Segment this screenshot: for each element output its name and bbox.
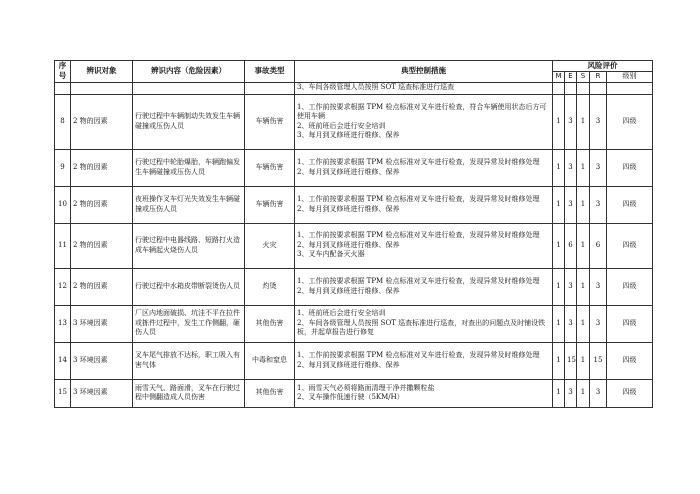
measure-item: 1、工作前按要求根据 TPM 检点标准对叉车进行检查，发现异常及时维修处理	[297, 231, 540, 240]
row-level: 四级	[607, 379, 653, 407]
measure-item: 2、车间各级管理人员按照 SOT 巡查标准进行巡查，对查出的问题点及时铺设铁板，并起草报告进行修复	[297, 318, 546, 337]
row-object: 2 物的因素	[71, 186, 133, 223]
continuation-measure: 3、车间各级管理人员按照 SOT 巡查标准进行巡查	[295, 82, 553, 94]
row-r: 6	[590, 223, 607, 268]
measure-item: 2、班前班后会进行安全培训	[297, 121, 386, 130]
row-m: 1	[553, 186, 565, 223]
row-m: 1	[553, 94, 565, 149]
row-e: 15	[565, 342, 577, 379]
row-measures	[295, 223, 553, 268]
row-accident-type: 中毒和窒息	[245, 342, 295, 379]
row-e: 3	[565, 149, 577, 186]
row-m: 1	[553, 223, 565, 268]
row-accident-type: 其他伤害	[245, 305, 295, 342]
row-e: 3	[565, 186, 577, 223]
row-measures	[295, 186, 553, 223]
measure-item: 2、每月到叉修班进行维修、保养	[297, 167, 400, 176]
measure-item: 1、工作前按要求根据 TPM 检点标准对叉车进行检查，发现异常及时维修处理	[297, 277, 540, 286]
row-measures	[295, 305, 553, 342]
table-row	[55, 94, 653, 149]
header-risk-eval: 风险评价	[553, 61, 653, 72]
row-object: 3 环境因素	[71, 379, 133, 407]
header-no: 序号	[55, 61, 71, 83]
measure-item: 1、工作前按要求根据 TPM 检点标准对叉车进行检查，符合车辆使用状态后方可使用车辆	[297, 102, 547, 121]
row-s: 1	[577, 94, 590, 149]
row-r: 3	[590, 268, 607, 305]
table-row	[55, 223, 653, 268]
row-m: 1	[553, 268, 565, 305]
row-accident-type: 车辆伤害	[245, 149, 295, 186]
row-e: 3	[565, 379, 577, 407]
row-content: 雨雪天气、路面滑，叉车在行驶过程中侧翻造成人员伤害	[133, 379, 245, 407]
table-row	[55, 268, 653, 305]
row-content: 行驶过程中轮胎爆胎，车辆跑偏发生车辆碰撞或压伤人员	[133, 149, 245, 186]
row-object: 2 物的因素	[71, 223, 133, 268]
row-no: 9	[55, 149, 71, 186]
measure-item: 1、工作前按要求根据 TPM 检点标准对叉车进行检查，发现异常及时维修处理	[297, 158, 540, 167]
row-content: 叉车尾气排放不达标，职工吸入有害气体	[133, 342, 245, 379]
header-content: 辨识内容（危险因素）	[133, 61, 245, 83]
continuation-row	[55, 82, 653, 94]
row-content: 行驶过程中水箱皮带断裂烫伤人员	[133, 268, 245, 305]
measure-item: 1、雨雪天气必须将路面清理干净并撒颗粒盐	[297, 383, 435, 392]
row-content: 厂区内地面破损、坑洼不平在拉件或拣件过程中，发生工作侧翻，砸伤人员	[133, 305, 245, 342]
measure-item: 2、每月到叉修班进行维修、保养	[297, 360, 400, 369]
row-measures	[295, 94, 553, 149]
table-row	[55, 149, 653, 186]
row-content: 行驶过程中电器线路、短路打火造成车辆起火烧伤人员	[133, 223, 245, 268]
measure-item: 3、每月到叉修班进行维修、保养	[297, 131, 400, 139]
table-row	[55, 305, 653, 342]
table-row	[55, 186, 653, 223]
row-s: 1	[577, 149, 590, 186]
table-row	[55, 342, 653, 379]
row-level: 四级	[607, 149, 653, 186]
row-accident-type: 灼烫	[245, 268, 295, 305]
row-no: 12	[55, 268, 71, 305]
row-object: 2 物的因素	[71, 94, 133, 149]
row-r: 3	[590, 379, 607, 407]
row-no: 13	[55, 305, 71, 342]
row-no: 15	[55, 379, 71, 407]
row-e: 3	[565, 94, 577, 149]
measure-item: 1、班前班后会进行安全培训	[297, 309, 386, 318]
row-level: 四级	[607, 342, 653, 379]
measure-item: 2、每月到叉修班进行维修、保养	[297, 204, 400, 213]
measure-item: 2、每月到叉修班进行维修、保养	[297, 286, 400, 295]
row-accident-type: 其他伤害	[245, 379, 295, 407]
measure-item: 2、叉车操作低速行驶（5KM/H）	[297, 393, 404, 402]
row-s: 1	[577, 342, 590, 379]
row-e: 3	[565, 268, 577, 305]
row-object: 3 环境因素	[71, 305, 133, 342]
row-object: 3 环境因素	[71, 342, 133, 379]
measure-item: 1、工作前按要求根据 TPM 检点标准对叉车进行检查，发现异常及时维修处理	[297, 351, 540, 360]
row-level: 四级	[607, 268, 653, 305]
row-r: 3	[590, 305, 607, 342]
row-no: 11	[55, 223, 71, 268]
row-r: 15	[590, 342, 607, 379]
row-object: 2 物的因素	[71, 149, 133, 186]
header-r: R	[590, 72, 607, 82]
header-measures: 典型控制措施	[295, 61, 553, 83]
row-r: 3	[590, 149, 607, 186]
row-content: 夜班操作叉车灯光失效发生车辆碰撞或压伤人员	[133, 186, 245, 223]
row-s: 1	[577, 268, 590, 305]
row-r: 3	[590, 186, 607, 223]
row-s: 1	[577, 186, 590, 223]
row-level: 四级	[607, 223, 653, 268]
row-accident-type: 车辆伤害	[245, 94, 295, 149]
header-accident-type: 事故类型	[245, 61, 295, 83]
row-accident-type: 火灾	[245, 223, 295, 268]
row-r: 3	[590, 94, 607, 149]
row-level: 四级	[607, 305, 653, 342]
row-measures	[295, 342, 553, 379]
header-s: S	[577, 72, 590, 82]
measure-item: 2、每月到叉修班进行维修、保养	[297, 240, 400, 249]
row-no: 14	[55, 342, 71, 379]
risk-identification-table	[54, 60, 653, 408]
row-s: 1	[577, 305, 590, 342]
row-e: 3	[565, 305, 577, 342]
row-m: 1	[553, 305, 565, 342]
header-e: E	[565, 72, 577, 82]
table-row	[55, 379, 653, 407]
row-s: 1	[577, 223, 590, 268]
row-measures	[295, 149, 553, 186]
header-level: 级别	[607, 72, 653, 82]
row-m: 1	[553, 149, 565, 186]
row-level: 四级	[607, 186, 653, 223]
row-m: 1	[553, 379, 565, 407]
row-m: 1	[553, 342, 565, 379]
measure-item: 1、工作前按要求根据 TPM 检点标准对叉车进行检查，发现异常及时维修处理	[297, 195, 540, 204]
measure-item: 3、叉车内配备灭火器	[297, 250, 365, 259]
row-content: 行驶过程中车辆制动失效发生车辆碰撞或压伤人员	[133, 94, 245, 149]
header-m: M	[553, 72, 565, 82]
row-accident-type: 车辆伤害	[245, 186, 295, 223]
row-e: 6	[565, 223, 577, 268]
row-no: 10	[55, 186, 71, 223]
row-measures	[295, 268, 553, 305]
row-object: 2 物的因素	[71, 268, 133, 305]
row-level: 四级	[607, 94, 653, 149]
header-object: 辨识对象	[71, 61, 133, 83]
row-no: 8	[55, 94, 71, 149]
row-measures	[295, 379, 553, 407]
row-s: 1	[577, 379, 590, 407]
